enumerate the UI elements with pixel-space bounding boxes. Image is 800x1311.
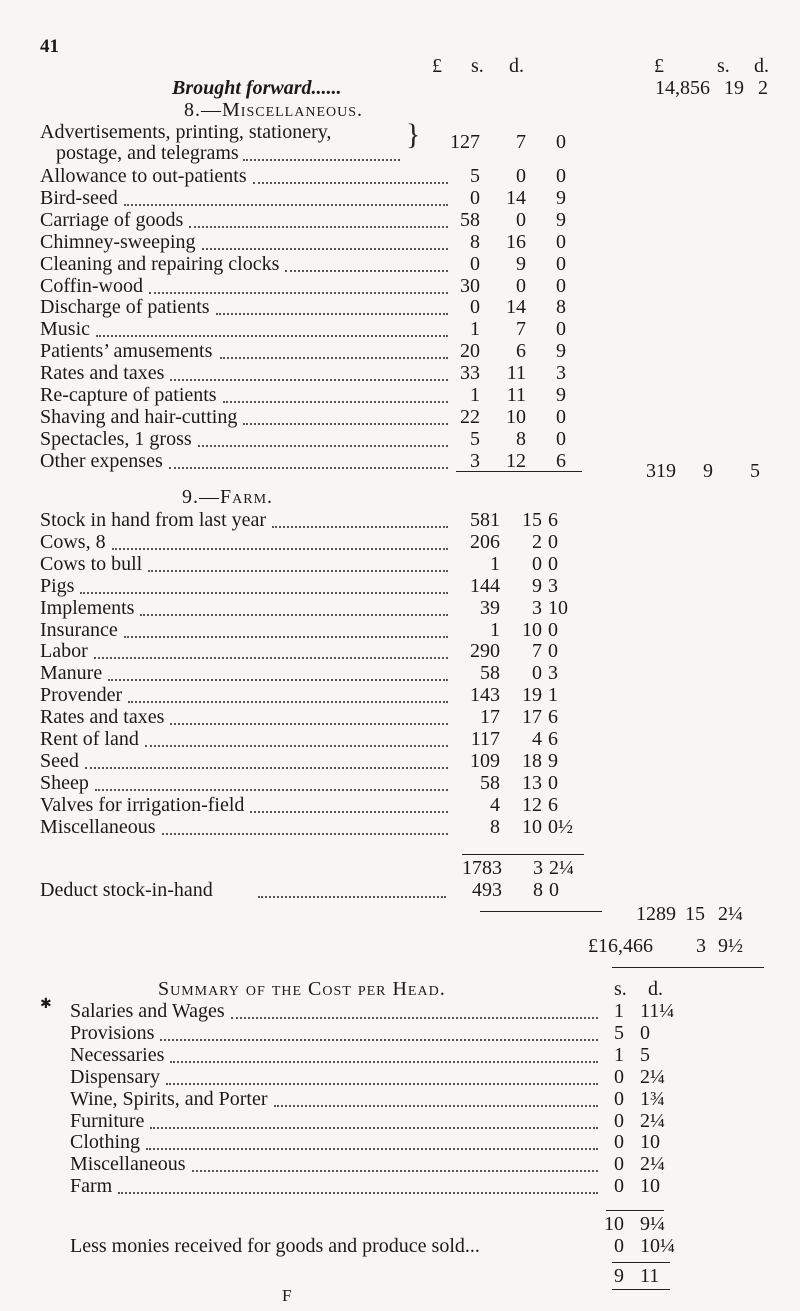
farm-item-label: Cows to bull <box>40 552 143 575</box>
misc-item-shillings: 8 <box>516 427 526 450</box>
misc-item-pounds: 127 <box>450 131 480 153</box>
misc-item-pounds: 33 <box>460 362 480 385</box>
leader-dots <box>170 723 448 725</box>
farm-item-label: Labor <box>40 640 88 663</box>
col-header-shillings: s. <box>471 55 484 77</box>
grand-total-pence: 9½ <box>718 935 743 957</box>
summary-item-label: Provisions <box>70 1021 155 1044</box>
misc-item-pence: 8 <box>556 296 566 319</box>
farm-item-pence: 3 <box>548 662 558 685</box>
misc-item-pence: 9 <box>556 186 566 209</box>
farm-item-shillings: 10 <box>522 618 542 641</box>
farm-item-pence: 9 <box>548 749 558 772</box>
farm-item-pence: 0 <box>548 618 558 641</box>
misc-item-pounds: 5 <box>470 427 480 450</box>
grand-total-pounds: £16,466 <box>588 935 653 957</box>
leader-dots <box>108 679 448 681</box>
summary-item-label: Dispensary <box>70 1065 160 1088</box>
leader-dots <box>243 423 448 425</box>
leader-dots <box>253 182 448 184</box>
leader-dots <box>198 445 448 447</box>
net-bottom-rule <box>612 1289 670 1290</box>
farm-item-label: Implements <box>40 596 135 619</box>
brought-forward-shillings: 19 <box>724 77 744 99</box>
misc-item-pence: 0 <box>556 252 566 275</box>
deduct-shillings: 8 <box>533 879 543 901</box>
misc-item-shillings: 9 <box>516 252 526 275</box>
col-header-shillings-2: s. <box>717 55 730 77</box>
farm-item-pounds: 4 <box>490 793 500 816</box>
leader-dots <box>285 270 448 272</box>
misc-item-label: Patients’ amusements <box>40 340 213 363</box>
farm-item-pounds: 206 <box>470 530 500 553</box>
farm-item-pence: 3 <box>548 574 558 597</box>
leader-dots <box>243 159 400 161</box>
farm-item-pounds: 581 <box>470 509 500 531</box>
misc-item-label: Spectacles, 1 gross <box>40 427 192 450</box>
farm-item-pounds: 109 <box>470 749 500 772</box>
leader-dots <box>94 657 448 659</box>
grand-total-shillings: 3 <box>696 935 706 957</box>
farm-item-shillings: 19 <box>522 684 542 707</box>
col-header-pounds-2: £ <box>654 55 664 77</box>
misc-item-label: Allowance to out-patients <box>40 165 247 187</box>
misc-item-shillings: 0 <box>516 165 526 187</box>
deduct-label: Deduct stock-in-hand <box>40 879 213 901</box>
misc-item-pounds: 3 <box>470 449 480 472</box>
summary-item-s: 0 <box>614 1109 624 1132</box>
col-header-pounds: £ <box>432 55 442 77</box>
farm-subtotal-rule <box>462 854 584 855</box>
summary-item-d: 2¼ <box>640 1065 665 1088</box>
farm-item-shillings: 7 <box>532 640 542 663</box>
farm-item-pence: 0 <box>548 530 558 553</box>
farm-item-shillings: 17 <box>522 706 542 729</box>
misc-item-pence: 9 <box>556 340 566 363</box>
misc-item-pounds: 5 <box>470 165 480 187</box>
leader-dots <box>274 1105 599 1107</box>
summary-item-label: Miscellaneous <box>70 1153 186 1176</box>
summary-item-s: 1 <box>614 1043 624 1066</box>
leader-dots <box>85 767 448 769</box>
summary-item-label: Salaries and Wages <box>70 1000 225 1022</box>
misc-item-label: Other expenses <box>40 449 163 472</box>
summary-item-s: 0 <box>614 1175 624 1198</box>
summary-item-d: 10 <box>640 1175 660 1198</box>
farm-item-pence: 0 <box>548 640 558 663</box>
misc-item-label: Coffin-wood <box>40 274 143 297</box>
farm-item-label: Provender <box>40 684 123 707</box>
leader-dots <box>202 248 448 250</box>
farm-item-shillings: 4 <box>532 728 542 750</box>
col-header-pence: d. <box>509 55 524 77</box>
misc-item-label: Chimney-sweeping <box>40 230 196 253</box>
summary-item-d: 11¼ <box>640 1000 675 1022</box>
brace-glyph: } <box>406 118 421 151</box>
farm-item-shillings: 2 <box>532 530 542 553</box>
brought-forward-label: Brought forward...... <box>172 77 342 99</box>
misc-rule <box>456 471 582 472</box>
summary-item-label: Farm <box>70 1175 113 1198</box>
summary-heading: Summary of the Cost per Head. <box>158 978 446 1000</box>
misc-item-label: Cleaning and repairing clocks <box>40 252 280 275</box>
net-d: 11 <box>640 1265 660 1287</box>
leader-dots <box>258 896 446 898</box>
col-header-pence-2: d. <box>754 55 769 77</box>
page-number: 41 <box>40 36 59 57</box>
leader-dots <box>112 548 448 550</box>
misc-item-shillings: 6 <box>516 340 526 363</box>
leader-dots <box>166 1083 598 1085</box>
misc-item-shillings: 7 <box>516 318 526 341</box>
farm-item-pounds: 117 <box>470 728 500 750</box>
misc-item-pence: 0 <box>556 318 566 341</box>
farm-item-shillings: 12 <box>522 793 542 816</box>
summary-item-s: 0 <box>614 1065 624 1088</box>
farm-item-label: Pigs <box>40 574 75 597</box>
misc-item-shillings: 16 <box>506 230 526 253</box>
summary-item-d: 10 <box>640 1131 660 1154</box>
misc-item-pence: 0 <box>556 165 566 187</box>
misc-item-pence: 0 <box>556 230 566 253</box>
farm-item-pence: 6 <box>548 706 558 729</box>
leader-dots <box>149 292 448 294</box>
leader-dots <box>250 811 448 813</box>
leader-dots <box>96 335 448 337</box>
deduct-pence: 0 <box>549 879 559 901</box>
farm-item-pounds: 1 <box>490 618 500 641</box>
summary-item-d: 2¼ <box>640 1109 665 1132</box>
misc-item-pounds: 20 <box>460 340 480 363</box>
farm-total-pence: 2¼ <box>718 903 743 925</box>
misc-item-label: Advertisements, printing, stationery, <box>40 121 332 143</box>
farm-item-pounds: 58 <box>480 662 500 685</box>
misc-item-label: Discharge of patients <box>40 296 210 319</box>
summary-col-d: d. <box>648 978 663 1000</box>
leader-dots <box>95 789 448 791</box>
grand-total-rule <box>612 967 764 968</box>
misc-heading: 8.—Miscellaneous. <box>184 99 364 121</box>
leader-dots <box>189 226 448 228</box>
farm-item-pounds: 17 <box>480 706 500 729</box>
misc-total-shillings: 9 <box>703 460 713 482</box>
farm-item-pence: 0½ <box>548 815 573 838</box>
misc-item-pence: 0 <box>556 274 566 297</box>
misc-item-shillings: 11 <box>506 362 526 385</box>
farm-item-pounds: 143 <box>470 684 500 707</box>
misc-item-shillings: 10 <box>506 405 526 428</box>
summary-item-s: 1 <box>614 1000 624 1022</box>
misc-item-pence: 0 <box>556 427 566 450</box>
summary-rule <box>606 1210 664 1211</box>
leader-dots <box>192 1170 598 1172</box>
leader-dots <box>220 357 448 359</box>
summary-item-d: 0 <box>640 1021 650 1044</box>
brought-forward-pounds: 14,856 <box>655 77 710 99</box>
misc-item-shillings: 0 <box>516 208 526 231</box>
leader-dots <box>148 570 448 572</box>
summary-item-label: Necessaries <box>70 1043 165 1066</box>
leader-dots <box>124 636 448 638</box>
page-footer: F <box>282 1286 292 1305</box>
misc-item-pounds: 22 <box>460 405 480 428</box>
farm-item-pence: 0 <box>548 771 558 794</box>
summary-item-label: Wine, Spirits, and Porter <box>70 1087 268 1110</box>
summary-item-s: 0 <box>614 1087 624 1110</box>
farm-item-shillings: 13 <box>522 771 542 794</box>
summary-subtotal-d: 9¼ <box>640 1213 665 1235</box>
misc-item-label-cont: postage, and telegrams <box>56 142 239 164</box>
net-s: 9 <box>614 1265 624 1287</box>
summary-item-label: Clothing <box>70 1131 141 1154</box>
farm-item-pence: 0 <box>548 552 558 575</box>
summary-item-d: 2¼ <box>640 1153 665 1176</box>
misc-item-pence: 0 <box>556 131 566 153</box>
summary-item-s: 5 <box>614 1021 624 1044</box>
leader-dots <box>160 1039 598 1041</box>
summary-item-d: 5 <box>640 1043 650 1066</box>
farm-item-label: Valves for irrigation-field <box>40 793 245 816</box>
farm-item-shillings: 15 <box>522 509 542 531</box>
summary-item-s: 0 <box>614 1131 624 1154</box>
farm-item-pounds: 144 <box>470 574 500 597</box>
farm-item-label: Miscellaneous <box>40 815 156 838</box>
misc-item-shillings: 0 <box>516 274 526 297</box>
farm-item-label: Seed <box>40 749 79 772</box>
misc-item-pounds: 58 <box>460 208 480 231</box>
less-label: Less monies received for goods and produce sold... <box>70 1235 480 1257</box>
leader-dots <box>124 204 448 206</box>
misc-item-label: Music <box>40 318 90 341</box>
leader-dots <box>118 1192 598 1194</box>
misc-item-pounds: 8 <box>470 230 480 253</box>
misc-item-shillings: 12 <box>506 449 526 472</box>
farm-item-label: Insurance <box>40 618 118 641</box>
leader-dots <box>128 701 448 703</box>
farm-item-label: Manure <box>40 662 103 685</box>
farm-item-shillings: 0 <box>532 662 542 685</box>
leader-dots <box>169 467 448 469</box>
farm-item-pounds: 39 <box>480 596 500 619</box>
farm-item-pence: 6 <box>548 509 558 531</box>
leader-dots <box>231 1017 598 1019</box>
farm-item-label: Stock in hand from last year <box>40 509 267 531</box>
leader-dots <box>162 833 448 835</box>
summary-item-d: 1¾ <box>640 1087 665 1110</box>
leader-dots <box>223 401 448 403</box>
farm-item-pence: 6 <box>548 793 558 816</box>
misc-item-pounds: 30 <box>460 274 480 297</box>
misc-item-shillings: 14 <box>506 186 526 209</box>
farm-item-label: Rates and taxes <box>40 706 165 729</box>
farm-item-pence: 10 <box>548 596 568 619</box>
farm-heading: 9.—Farm. <box>182 486 274 508</box>
farm-item-shillings: 3 <box>532 596 542 619</box>
misc-item-pounds: 0 <box>470 252 480 275</box>
farm-subtotal-pence: 2¼ <box>549 857 574 879</box>
less-s: 0 <box>614 1235 624 1257</box>
margin-mark: ✱ <box>40 997 52 1012</box>
leader-dots <box>272 526 448 528</box>
farm-total-shillings: 15 <box>685 903 705 925</box>
leader-dots <box>216 313 448 315</box>
farm-item-pounds: 1 <box>490 552 500 575</box>
farm-item-shillings: 0 <box>532 552 542 575</box>
leader-dots <box>146 1148 598 1150</box>
summary-subtotal-s: 10 <box>604 1213 624 1235</box>
leader-dots <box>145 745 448 747</box>
deduct-pounds: 493 <box>472 879 502 901</box>
leader-dots <box>170 379 448 381</box>
misc-item-label: Shaving and hair-cutting <box>40 405 238 428</box>
less-d: 10¼ <box>640 1235 675 1257</box>
misc-item-pence: 9 <box>556 208 566 231</box>
farm-item-pounds: 8 <box>490 815 500 838</box>
misc-item-label: Carriage of goods <box>40 208 184 231</box>
leader-dots <box>170 1061 598 1063</box>
farm-item-shillings: 9 <box>532 574 542 597</box>
leader-dots <box>150 1127 598 1129</box>
misc-item-pounds: 1 <box>470 318 480 341</box>
misc-item-pence: 6 <box>556 449 566 472</box>
summary-item-label: Furniture <box>70 1109 145 1132</box>
summary-col-s: s. <box>614 978 627 1000</box>
farm-item-pence: 6 <box>548 728 558 750</box>
farm-item-label: Rent of land <box>40 728 139 750</box>
misc-item-shillings: 7 <box>516 131 526 153</box>
misc-item-label: Re-capture of patients <box>40 384 217 406</box>
misc-item-pence: 9 <box>556 384 566 406</box>
misc-item-pence: 0 <box>556 405 566 428</box>
misc-item-label: Bird-seed <box>40 186 118 209</box>
misc-total-pounds: 319 <box>646 460 676 482</box>
farm-item-pounds: 58 <box>480 771 500 794</box>
farm-item-pounds: 290 <box>470 640 500 663</box>
farm-total-pounds: 1289 <box>636 903 676 925</box>
farm-item-label: Cows, 8 <box>40 530 106 553</box>
misc-item-shillings: 14 <box>506 296 526 319</box>
farm-item-label: Sheep <box>40 771 89 794</box>
leader-dots <box>80 592 448 594</box>
misc-total-pence: 5 <box>750 460 760 482</box>
misc-item-pounds: 0 <box>470 296 480 319</box>
leader-dots <box>140 614 448 616</box>
misc-item-label: Rates and taxes <box>40 362 165 385</box>
farm-item-pence: 1 <box>548 684 558 707</box>
misc-item-pounds: 0 <box>470 186 480 209</box>
farm-total-rule <box>480 911 602 912</box>
farm-item-shillings: 18 <box>522 749 542 772</box>
misc-item-pounds: 1 <box>470 384 480 406</box>
farm-subtotal-shillings: 3 <box>533 857 543 879</box>
brought-forward-pence: 2 <box>758 77 768 99</box>
net-rule <box>612 1262 670 1263</box>
misc-item-shillings: 11 <box>506 384 526 406</box>
misc-item-pence: 3 <box>556 362 566 385</box>
farm-item-shillings: 10 <box>522 815 542 838</box>
farm-subtotal-pounds: 1783 <box>462 857 502 879</box>
summary-item-s: 0 <box>614 1153 624 1176</box>
